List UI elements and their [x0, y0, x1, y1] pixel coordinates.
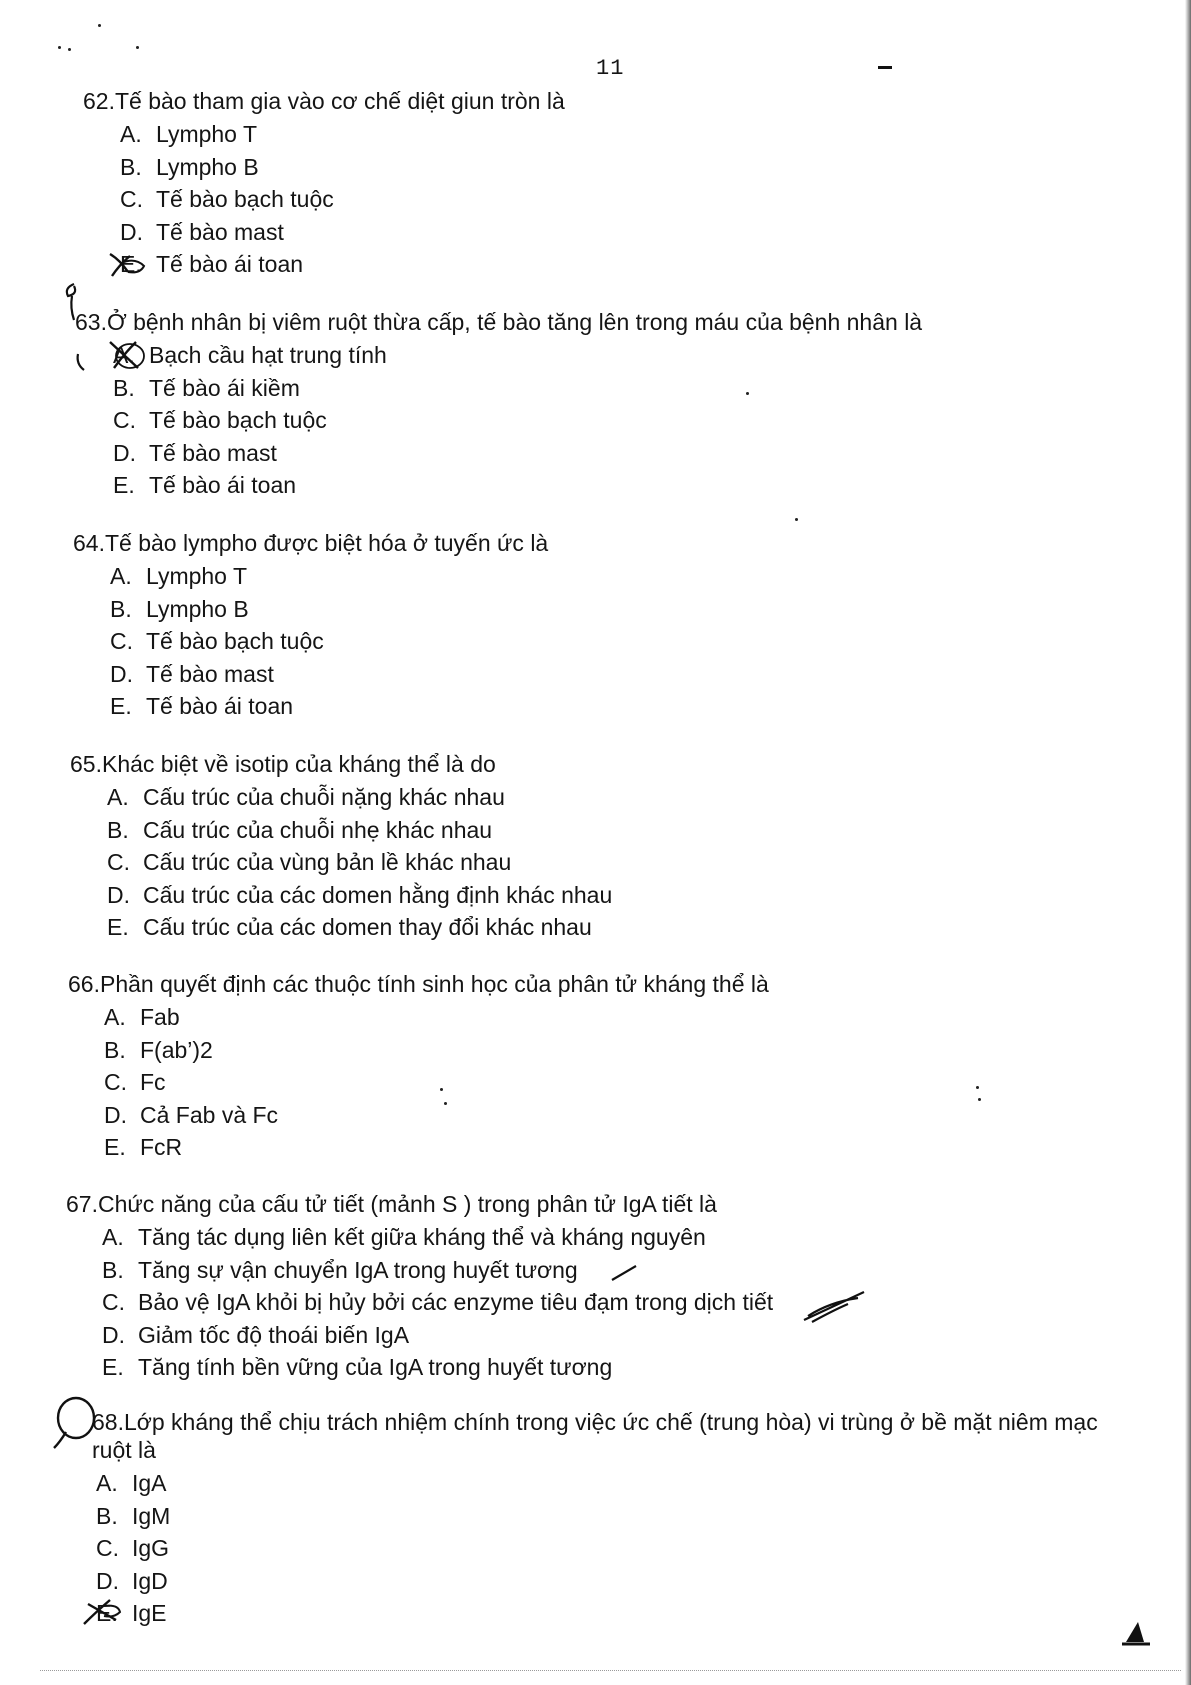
option-d[interactable]: D. Cấu trúc của các domen hằng định khác nhau: [107, 881, 613, 908]
question-63: [75, 308, 922, 503]
option-c[interactable]: C. Tế bào bạch tuộc: [120, 186, 334, 212]
question-65: [70, 750, 612, 945]
question-stem: 64.Tế bào lympho được biệt hóa ở tuyến ức là: [73, 530, 549, 556]
option-a[interactable]: A. Lympho T: [120, 121, 257, 147]
footer-rule: [40, 1670, 1181, 1671]
option-d[interactable]: D. Tế bào mast: [120, 218, 284, 245]
option-b[interactable]: B. Cấu trúc của chuỗi nhẹ khác nhau: [107, 816, 493, 843]
question-stem: 67.Chức năng của cấu tử tiết (mảnh S ) trong phân tử IgA tiết là: [66, 1191, 717, 1217]
question-67: [66, 1190, 773, 1385]
option-e[interactable]: E. Tế bào ái toan: [110, 693, 294, 719]
question-68: [66, 1408, 1136, 1631]
option-a[interactable]: A. IgA: [96, 1470, 167, 1496]
option-c[interactable]: C. Fc: [104, 1069, 166, 1095]
option-a[interactable]: A. Tăng tác dụng liên kết giữa kháng thể và kháng nguyên: [102, 1224, 706, 1250]
option-e[interactable]: E. Tế bào ái toan: [120, 251, 304, 277]
option-c[interactable]: C. IgG: [96, 1535, 170, 1561]
option-b[interactable]: B. Tế bào ái kiềm: [113, 374, 300, 401]
option-b[interactable]: B. Tăng sự vận chuyển IgA trong huyết tương: [102, 1256, 578, 1283]
question-stem: 68.Lớp kháng thể chịu trách nhiệm chính trong việc ức chế (trung hòa) vi trùng ở bề mặt niêm mạc ruột là: [92, 1409, 1098, 1463]
question-64: [73, 529, 548, 724]
scan-speck: [98, 24, 101, 27]
option-e[interactable]: E. IgE: [96, 1600, 167, 1626]
option-e[interactable]: E. Cấu trúc của các domen thay đổi khác nhau: [107, 914, 592, 940]
scan-speck: [976, 1086, 979, 1089]
option-b[interactable]: B. F(ab’)2: [104, 1036, 213, 1063]
scan-speck: [136, 46, 139, 49]
question-66: [68, 970, 769, 1165]
option-a[interactable]: A. Bạch cầu hạt trung tính: [113, 342, 387, 368]
scan-speck: [795, 518, 798, 521]
option-e[interactable]: E. Tế bào ái toan: [113, 472, 297, 498]
question-stem: 66.Phần quyết định các thuộc tính sinh học của phân tử kháng thể là: [68, 971, 769, 997]
question-stem: 62.Tế bào tham gia vào cơ chế diệt giun tròn là: [83, 88, 565, 114]
scan-speck: [444, 1102, 447, 1105]
option-d[interactable]: D. Tế bào mast: [113, 439, 277, 466]
pen-scribble-q67c: [800, 1286, 870, 1326]
option-c[interactable]: C. Cấu trúc của vùng bản lề khác nhau: [107, 849, 512, 875]
page-number: 11: [596, 56, 625, 81]
scan-speck: [440, 1088, 443, 1091]
option-d[interactable]: D. Tế bào mast: [110, 660, 274, 687]
option-c[interactable]: C. Tế bào bạch tuộc: [110, 628, 324, 654]
question-62: [83, 87, 565, 282]
question-stem: 65.Khác biệt về isotip của kháng thể là do: [70, 751, 496, 777]
option-a[interactable]: A. Fab: [104, 1004, 180, 1030]
scan-speck: [58, 46, 61, 49]
option-b[interactable]: B. Lympho B: [110, 595, 249, 622]
option-b[interactable]: B. Lympho B: [120, 153, 259, 180]
option-c[interactable]: C. Tế bào bạch tuộc: [113, 407, 327, 433]
option-d[interactable]: D. Giảm tốc độ thoái biến IgA: [102, 1321, 410, 1348]
option-a[interactable]: A. Cấu trúc của chuỗi nặng khác nhau: [107, 784, 505, 810]
scan-speck: [68, 48, 71, 51]
option-e[interactable]: E. FcR: [104, 1134, 183, 1160]
option-d[interactable]: D. IgD: [96, 1567, 168, 1594]
option-d[interactable]: D. Cả Fab và Fc: [104, 1101, 279, 1128]
scan-dash: [878, 66, 892, 69]
scan-speck: [978, 1098, 981, 1101]
option-a[interactable]: A. Lympho T: [110, 563, 247, 589]
option-b[interactable]: B. IgM: [96, 1502, 171, 1529]
option-e[interactable]: E. Tăng tính bền vững của IgA trong huyết tương: [102, 1354, 613, 1380]
option-c[interactable]: C. Bảo vệ IgA khỏi bị hủy bởi các enzyme tiêu đạm trong dịch tiết: [102, 1289, 774, 1315]
scan-speck: [746, 392, 749, 395]
scan-edge-shadow: [1185, 0, 1191, 1685]
question-stem: 63.Ở bệnh nhân bị viêm ruột thừa cấp, tế bào tăng lên trong máu của bệnh nhân là: [75, 309, 923, 335]
